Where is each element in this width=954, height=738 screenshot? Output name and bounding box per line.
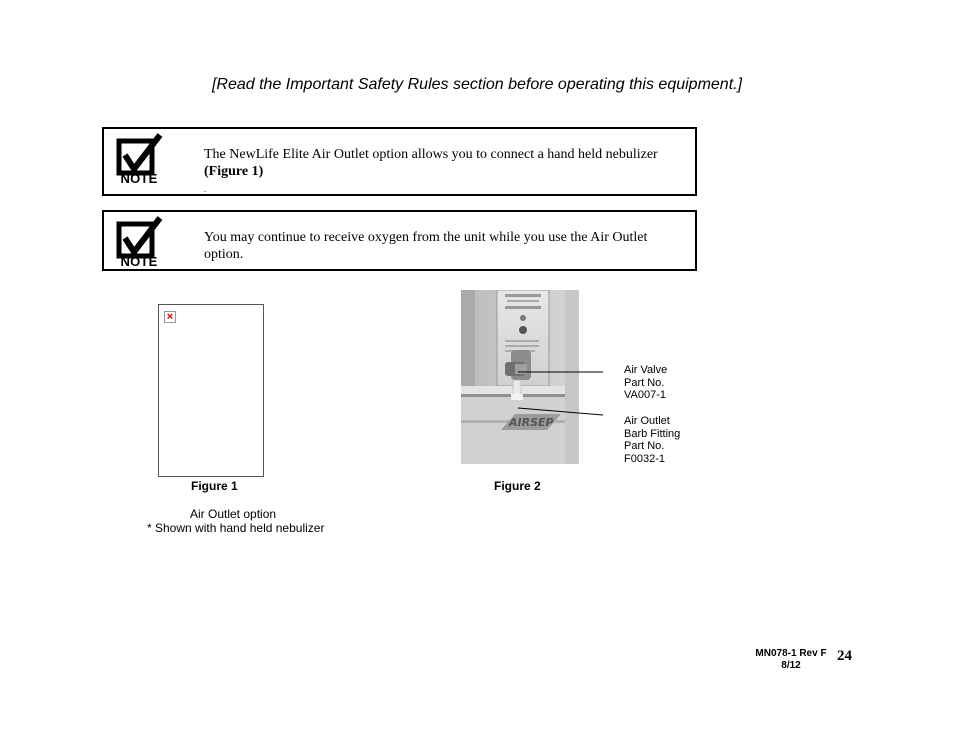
note-text bbox=[204, 146, 681, 197]
safety-notice: [Read the Important Safety Rules section before operating this equipment.] bbox=[211, 76, 743, 93]
figure-1-image bbox=[158, 304, 264, 477]
figure-1-description: Air Outlet option bbox=[190, 507, 277, 521]
figure-2-caption: Figure 2 bbox=[494, 479, 541, 493]
note-trailing: . bbox=[204, 185, 206, 194]
callout-text: VA007-1 bbox=[624, 389, 666, 401]
callout-line-barb-fitting bbox=[518, 408, 603, 415]
callout-lines bbox=[500, 360, 610, 420]
note-box-1 bbox=[102, 127, 697, 196]
callout-air-valve bbox=[624, 364, 667, 402]
svg-text:AIRSEP: AIRSEP bbox=[509, 416, 554, 429]
callout-text: Barb Fitting bbox=[624, 427, 681, 440]
doc-date: 8/12 bbox=[781, 660, 801, 671]
figure-reference: (Figure 1) bbox=[204, 164, 264, 179]
note-body: You may continue to receive oxygen from the unit while you use the Air Outlet option. bbox=[204, 230, 648, 262]
callout-text: F0032-1 bbox=[624, 452, 665, 465]
page-number: 24 bbox=[837, 648, 852, 664]
note-box-2 bbox=[102, 210, 697, 271]
doc-revision: MN078-1 Rev F bbox=[755, 648, 827, 659]
note-label: NOTE bbox=[120, 254, 158, 269]
callout-text: Air Outlet bbox=[624, 415, 670, 427]
footer-doc-code bbox=[748, 648, 834, 672]
figure-1-caption: Figure 1 bbox=[191, 479, 238, 493]
broken-image-icon: × bbox=[164, 311, 176, 323]
callout-text: Part No. bbox=[624, 440, 665, 452]
callout-text: Part No. bbox=[624, 376, 665, 389]
callout-text: Air Valve bbox=[624, 364, 668, 376]
figure-1-note: * Shown with hand held nebulizer bbox=[147, 521, 325, 535]
callout-barb-fitting bbox=[624, 415, 680, 465]
note-body: The NewLife Elite Air Outlet option allows you to connect a hand held nebulizer bbox=[204, 147, 658, 162]
note-label: NOTE bbox=[120, 171, 158, 186]
